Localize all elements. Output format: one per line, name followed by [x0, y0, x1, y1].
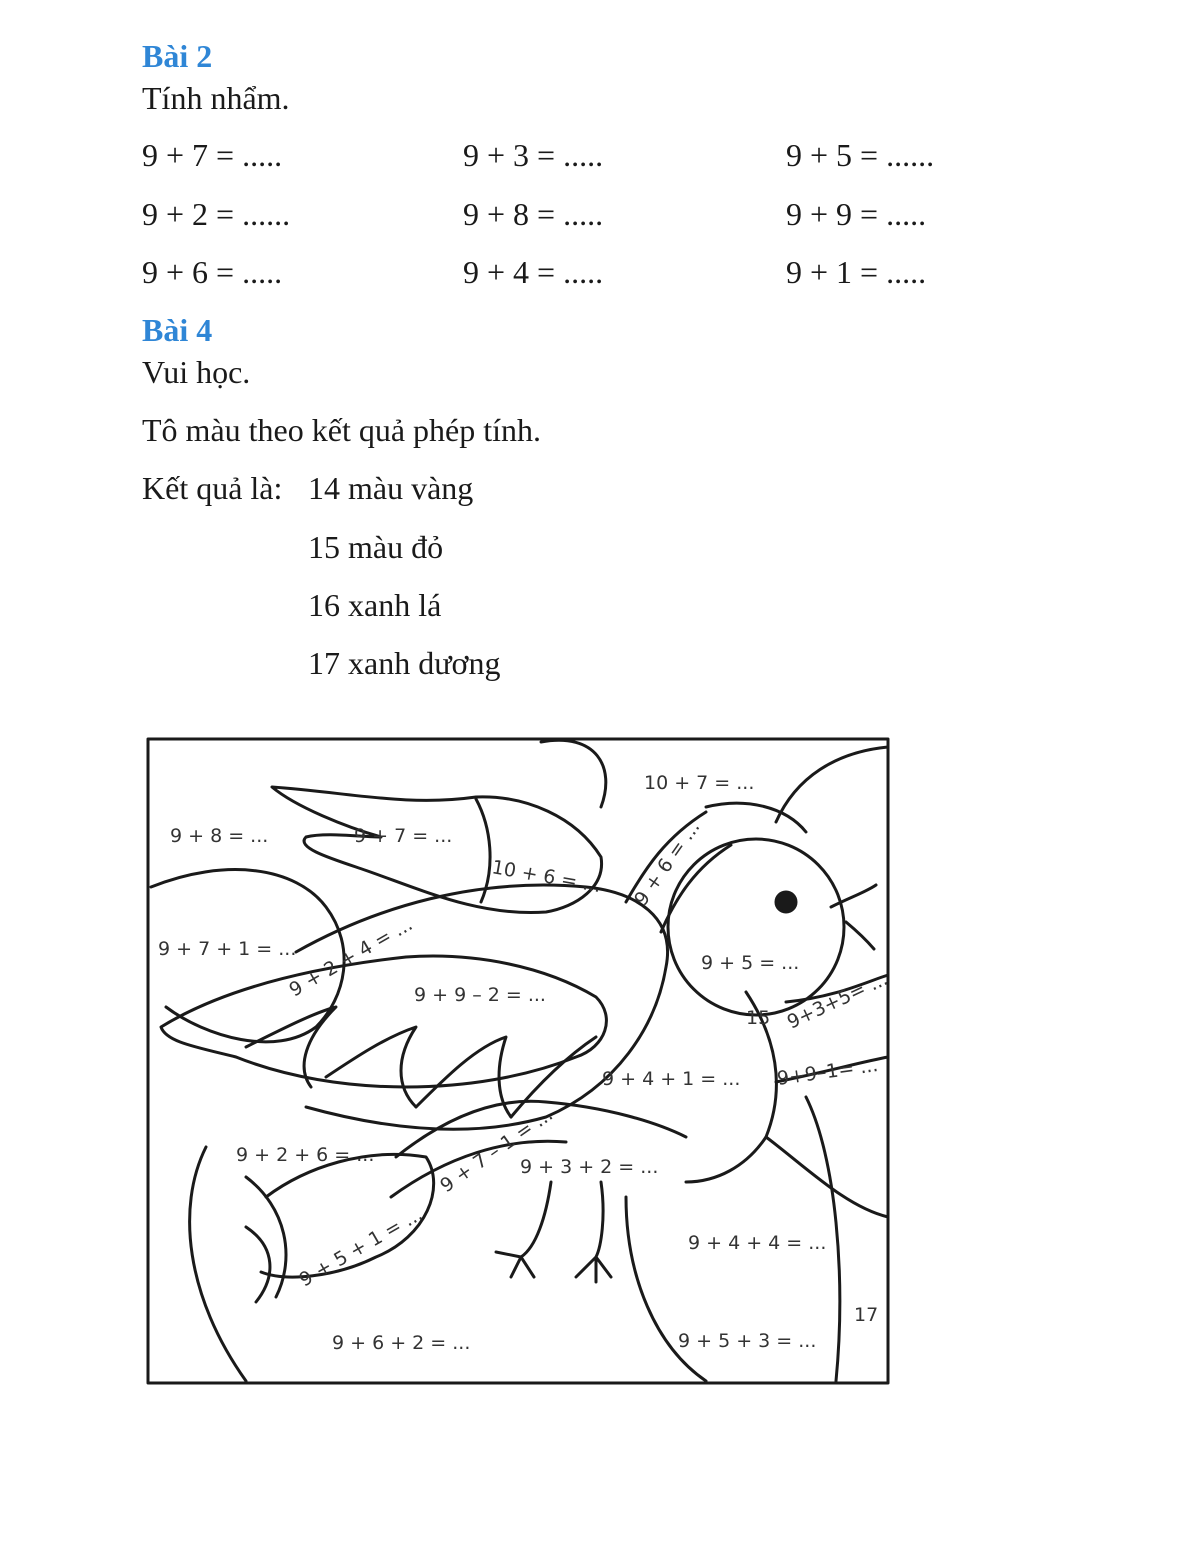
result-prefix: Kết quả là: — [142, 470, 283, 506]
feather-line — [476, 799, 490, 902]
equation: 9 + 6 = ..... — [142, 254, 283, 290]
figure-label: 9+9–1= ... — [775, 1054, 880, 1090]
figure-label: 9 + 9 – 2 = ... — [414, 984, 546, 1006]
top-curve — [541, 740, 606, 807]
equation: 9 + 8 = ..... — [463, 196, 604, 232]
figure-label: 9 + 5 + 1 = ... — [295, 1203, 427, 1292]
figure-label: 17 — [854, 1304, 879, 1326]
figure-label: 9 + 2 + 4 = ... — [285, 913, 417, 1002]
figure-label: 9 + 7 = ... — [354, 825, 453, 847]
figure-label: 9 + 6 + 2 = ... — [332, 1332, 471, 1354]
bottom-arc — [626, 1197, 706, 1381]
legend-item: 16 xanh lá — [308, 587, 442, 623]
bottom-arc — [190, 1147, 246, 1381]
bai2-heading: Bài 2 — [142, 38, 213, 74]
bai4-instruction-2: Tô màu theo kết quả phép tính. — [142, 412, 542, 448]
bird-drawing — [146, 737, 892, 1387]
figure-label: 9 + 2 + 6 = ... — [236, 1144, 375, 1166]
equation: 9 + 3 = ..... — [463, 137, 604, 173]
figure-label: 9 + 6 = ... — [630, 816, 705, 910]
bottom-arc — [766, 1137, 888, 1217]
figure-label: 9 + 4 + 1 = ... — [602, 1068, 741, 1090]
figure-label: 9 + 8 = ... — [170, 825, 269, 847]
equation: 9 + 7 = ..... — [142, 137, 283, 173]
wing-feather — [326, 1027, 416, 1107]
bird-leg — [576, 1182, 611, 1282]
bird-leg — [496, 1182, 551, 1277]
figure-label: 9 + 7 – 1 = ... — [436, 1103, 557, 1198]
bai4-heading: Bài 4 — [142, 312, 213, 348]
figure-label: 9 + 7 + 1 = ... — [158, 938, 297, 960]
equation: 9 + 9 = ..... — [786, 196, 927, 232]
figure-label: 15 — [746, 1007, 771, 1029]
upper-feather — [272, 787, 602, 913]
figure-label: 9 + 5 + 3 = ... — [678, 1330, 817, 1352]
equation: 9 + 2 = ...... — [142, 196, 291, 232]
wing-feather — [161, 956, 606, 1087]
bird-coloring-figure — [146, 737, 892, 1387]
figure-label: 9 + 5 = ... — [701, 952, 800, 974]
right-circle — [776, 747, 888, 822]
bai2-instruction: Tính nhẩm. — [142, 80, 290, 116]
equation: 9 + 5 = ...... — [786, 137, 935, 173]
lower-tail-feather — [246, 1177, 286, 1302]
figure-label: 9 + 3 + 2 = ... — [520, 1156, 659, 1178]
legend-item: 17 xanh dương — [308, 645, 501, 681]
figure-label: 9 + 4 + 4 = ... — [688, 1232, 827, 1254]
bai4-instruction-1: Vui học. — [142, 354, 251, 390]
bird-head — [668, 839, 844, 1015]
figure-label: 9+3+5= ... — [783, 967, 892, 1034]
wing-body — [296, 885, 668, 1129]
legend-item: 14 màu vàng — [308, 470, 474, 506]
figure-label: 10 + 6 = ... — [490, 856, 603, 898]
equation: 9 + 1 = ..... — [786, 254, 927, 290]
bird-eye-icon — [776, 892, 796, 912]
equation: 9 + 4 = ..... — [463, 254, 604, 290]
legend-item: 15 màu đỏ — [308, 529, 444, 565]
figure-label: 10 + 7 = ... — [644, 772, 755, 794]
